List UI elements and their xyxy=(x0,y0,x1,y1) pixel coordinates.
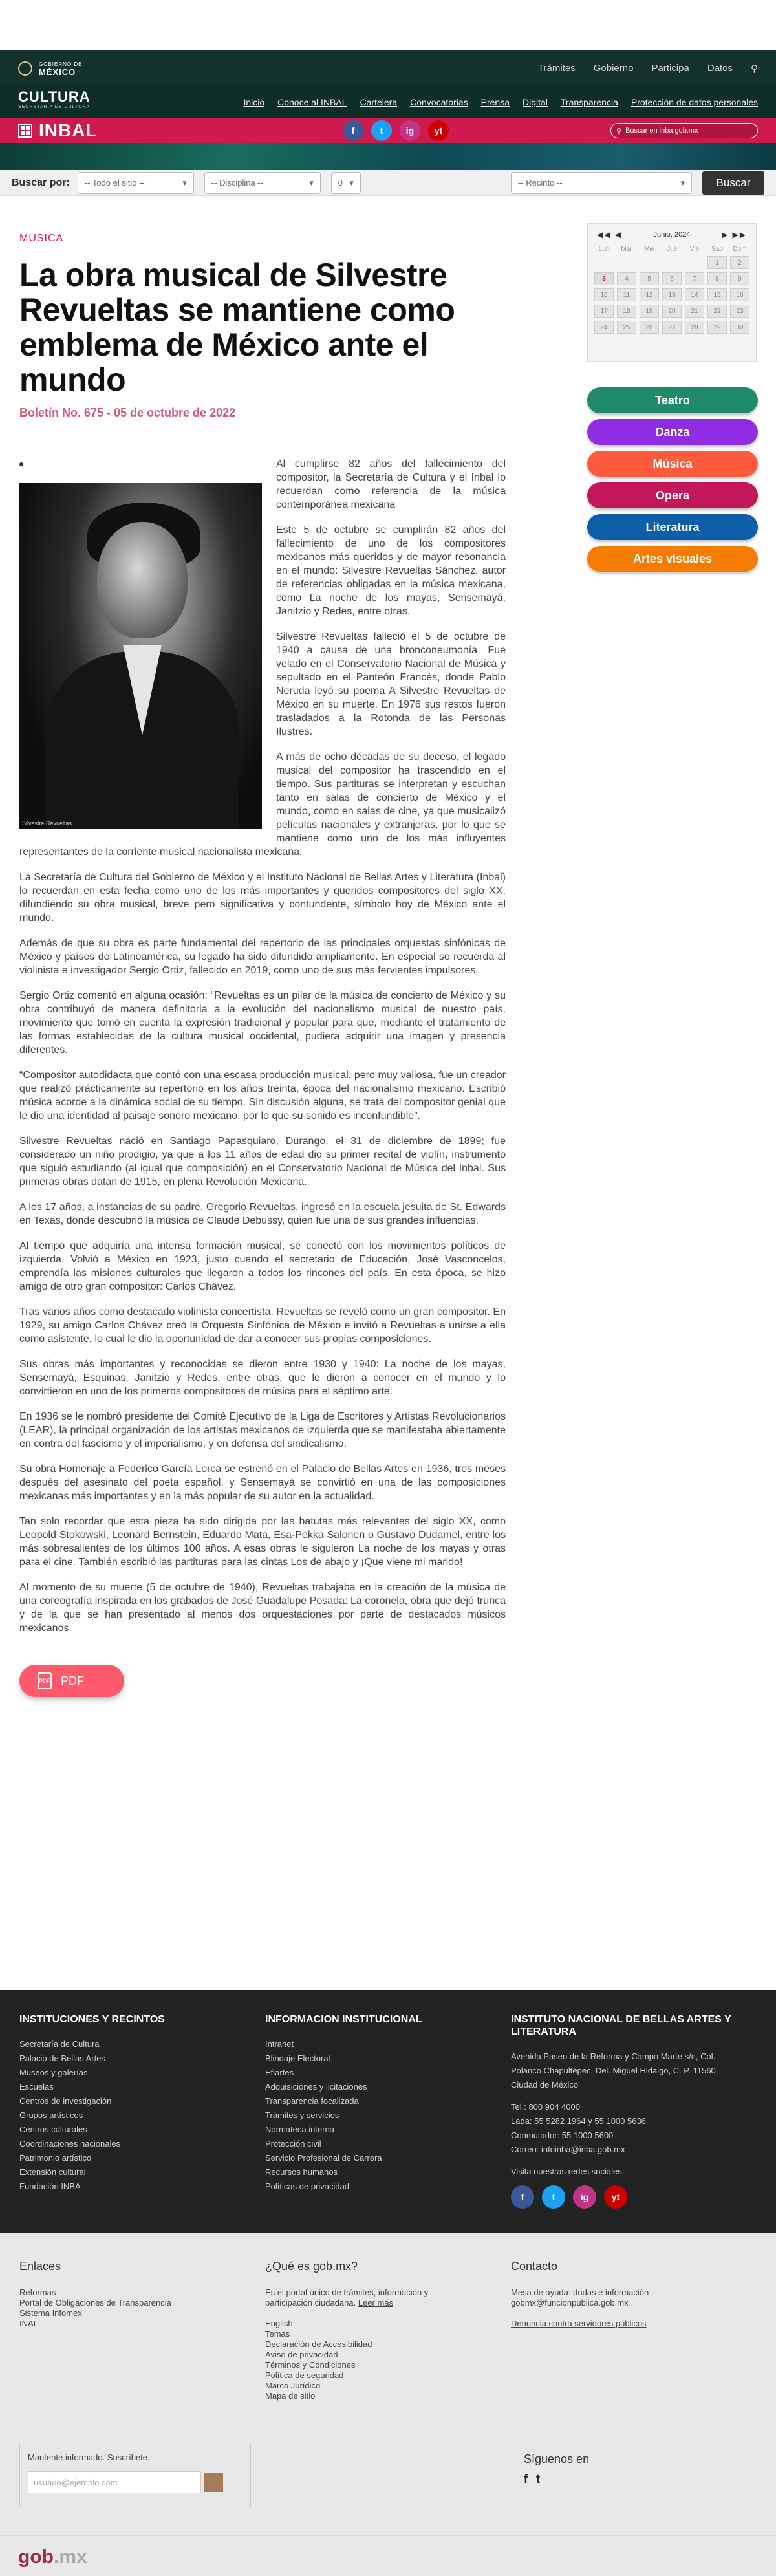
footer-links xyxy=(19,2260,265,2401)
calendar-day[interactable]: 15 xyxy=(707,288,727,301)
gov-nav-tramites[interactable]: Trámites xyxy=(537,62,576,74)
pdf-button[interactable] xyxy=(19,1665,124,1697)
cultura-logo-big: CULTURA xyxy=(18,89,91,105)
footer-col-title: INSTITUCIONES Y RECINTOS xyxy=(19,2014,165,2025)
instagram-icon[interactable]: ig xyxy=(400,120,420,141)
calendar-day[interactable]: 4 xyxy=(617,272,636,285)
calendar-weekday: Mie xyxy=(643,246,655,253)
paragraph: Al tiempo que adquiría una intensa formación musical, se conectó con los movimientos políticos de izquierda. Volvió a México en 1923, justo cuando el secretario de Educación, José Vasconcelos, emprendía las misiones culturales que llegaron a todos los rincones del país. En esta época, se hizo amigo de otro gran compositor: Carlos Chávez. xyxy=(19,1240,506,1292)
discipline-teatro[interactable]: Teatro xyxy=(587,387,758,413)
paragraph: Silvestre Revueltas falleció el 5 de octubre de 1940 a causa de una bronconeumonía. Fue velado en el Conservatorio Nacional de Música y sepultado en el Panteón Francés, donde Pablo Neruda leyó su poema A Silvestre Revueltas de México en su muerte. En 1976 sus restos fueron trasladados a la Rotonda de las Personas Ilustres. xyxy=(276,631,506,737)
divider xyxy=(0,2535,776,2536)
bulletin-date: Boletín No. 675 - 05 de octubre de 2022 xyxy=(19,406,236,419)
gov-nav-gobierno[interactable]: Gobierno xyxy=(593,62,634,74)
site-select[interactable]: -- Todo el sitio -- ▾ xyxy=(78,172,194,194)
calendar-day[interactable]: 13 xyxy=(662,288,682,301)
gov-nav-participa[interactable]: Participa xyxy=(651,62,689,74)
calendar-day[interactable]: 19 xyxy=(640,305,659,318)
paragraph: En 1936 se le nombró presidente del Comité Ejecutivo de la Liga de Escritores y Artistas Revolucionarios (LEAR), la principal organización de los artistas mexicanos de izquierda que se manifestaba abiertamente en contra del fascismo y el imperialismo, y en defensa del sindicalismo. xyxy=(19,1411,506,1449)
cultura-logo[interactable] xyxy=(18,89,91,113)
paragraph: Además de que su obra es parte fundamental del repertorio de las principales orquestas sinfónicas de México y países de Latinoamérica, su legado ha sido difundido ampliamente. En especial se recuerda al violinista e investigador Sergio Ortiz, fallecido en 2019, como uno de sus más fervientes impulsores. xyxy=(19,938,506,976)
nav-conoce[interactable]: Conoce al INBAL xyxy=(277,97,347,107)
seal-icon xyxy=(18,61,32,76)
calendar-day[interactable]: 1 xyxy=(707,256,727,269)
calendar-day[interactable]: 10 xyxy=(594,288,614,301)
pdf-label: PDF xyxy=(61,1674,84,1687)
calendar-weekday: Sab xyxy=(711,246,723,253)
discipline-danza[interactable]: Danza xyxy=(587,419,758,445)
calendar-empty-cell xyxy=(662,256,682,269)
footer-social-title: Visita nuestras redes sociales: xyxy=(511,2167,625,2176)
denuncia-link[interactable]: Denuncia contra servidores públicos xyxy=(511,2319,647,2328)
footer-link[interactable]: Reformas xyxy=(19,2288,56,2297)
newsletter-submit-button[interactable] xyxy=(204,2473,223,2492)
footer-link[interactable]: Museos y galerías xyxy=(19,2068,88,2077)
chevron-down-icon: ▾ xyxy=(680,177,685,188)
cultura-logo-small: SECRETARÍA DE CULTURA xyxy=(18,105,90,109)
footer-link[interactable]: Intranet xyxy=(265,2039,294,2049)
top-spacer xyxy=(0,0,776,50)
calendar-day[interactable]: 8 xyxy=(707,272,727,285)
calendar-day[interactable]: 9 xyxy=(730,272,749,285)
calendar-day[interactable]: 11 xyxy=(617,288,636,301)
inbal-logo[interactable] xyxy=(18,120,98,141)
paragraph: Silvestre Revueltas nació en Santiago Papasquiaro, Durango, el 31 de diciembre de 1899; fue considerado un niño prodigio, ya que a los 11 años de edad dio su primer recital de violín, instrumento que siguió estudiando (al igual que composición) en el Conservatorio Nacional de Música del Inbal. Sus primeras obras datan de 1915, en plena Revolución Mexicana. xyxy=(19,1136,506,1187)
calendar-day[interactable]: 24 xyxy=(594,321,614,334)
article xyxy=(19,233,506,1697)
gobmx-logo[interactable] xyxy=(18,2546,87,2568)
calendar-day[interactable]: 27 xyxy=(662,321,682,334)
footer-link[interactable]: Coordinaciones nacionales xyxy=(19,2139,121,2148)
gov-header xyxy=(0,50,776,86)
calendar-weekday: Mar xyxy=(621,246,632,253)
contact-title: Contacto xyxy=(511,2260,558,2273)
search-button[interactable]: Buscar xyxy=(702,171,764,195)
youtube-icon[interactable]: yt xyxy=(604,2185,627,2209)
calendar-weekday: Vie xyxy=(689,246,700,253)
footer-gobmx-info: ¿Qué es gob.mx? Es el portal único de trámites, información y participación ciudadana. Leer más English Temas Declaración de Accesibilidad Aviso de privacidad Términos y Condiciones Política de seguridad Marco Jurídico Mapa de sitio xyxy=(265,2260,511,2401)
calendar-day[interactable]: 14 xyxy=(685,288,704,301)
calendar-day[interactable]: 18 xyxy=(617,305,636,318)
venue-select[interactable]: -- Recinto -- ▾ xyxy=(511,172,692,194)
paragraph: A más de ocho décadas de su deceso, el legado musical del compositor ha trascendido en el tiempo. Sus partituras se interpretan y escuchan tanto en salas de concierto de México y el mundo, como en salas de cine, ya que musicalizó películas nacionales y extranjeras, por lo que se mantiene como uno de los más influyentes representantes de la corriente musical nacionalista mexicana. xyxy=(19,752,506,858)
gobmx-brand-a: gob xyxy=(18,2546,54,2568)
section-label[interactable]: MUSICA xyxy=(19,233,64,244)
footer-link[interactable]: Palacio de Bellas Artes xyxy=(19,2053,105,2063)
footer-link[interactable]: Política de seguridad xyxy=(265,2370,344,2380)
footer-link[interactable]: Trámites y servicios xyxy=(265,2110,339,2120)
discipline-select[interactable]: -- Disciplina -- ▾ xyxy=(204,172,321,194)
gobmx-title: ¿Qué es gob.mx? xyxy=(265,2260,358,2273)
footer-link[interactable]: Portal de Obligaciones de Transparencia xyxy=(19,2298,171,2308)
newsletter-email-input[interactable]: usuario@ejemplo.com xyxy=(28,2471,201,2493)
discipline-literatura[interactable]: Literatura xyxy=(587,514,758,540)
calendar-day[interactable]: 17 xyxy=(594,305,614,318)
gov-nav xyxy=(538,63,758,74)
search-icon[interactable]: ⚲ xyxy=(751,63,758,74)
paragraph: “Compositor autodidacta que contó con una escasa producción musical, pero muy valiosa, fue un creador que realizó prácticamente su repertorio en los años treinta, época del nacionalismo mexicano. Escribió música acorde a la dinámica social de su tiempo. Sin discusión alguna, se trata del compositor genial que le dio una identidad al paisaje sonoro mexicano, por lo que su sonido es inconfundible”. xyxy=(19,1070,506,1121)
footer-institutional xyxy=(0,1990,776,2233)
paragraph: A los 17 años, a instancias de su padre, Gregorio Revueltas, ingresó en la escuela jesuita de St. Edwards en Texas, donde descubrió la música de Claude Debussy, quien fue una de sus grandes influencias. xyxy=(19,1202,506,1226)
paragraph: Tan solo recordar que esta pieza ha sido dirigida por las batutas más relevantes del siglo XX, como Leopold Stokowski, Leonard Bernstein, Eduardo Mata, Esa-Pekka Salonen o Gustavo Dudamel, entre los más sobresalientes de los últimos 100 años. A esas obras le siguieron La noche de los mayas y otras para el cine. También escribió las partituras para las cintas Los de abajo y ¡Que viene mi marido! xyxy=(19,1516,506,1568)
facebook-icon[interactable]: f xyxy=(511,2185,534,2209)
footer-link[interactable]: Extensión cultural xyxy=(19,2167,86,2177)
calendar-day[interactable]: 20 xyxy=(662,305,682,318)
calendar-day[interactable]: 21 xyxy=(685,305,704,318)
footer-col-instituciones xyxy=(19,2013,265,2209)
calendar-empty-cell xyxy=(617,256,636,269)
footer-col-informacion xyxy=(265,2013,511,2209)
gov-nav-datos[interactable]: Datos xyxy=(707,62,733,74)
calendar-empty-cell xyxy=(640,256,659,269)
article-photo xyxy=(19,483,262,829)
cultura-nav xyxy=(243,97,758,107)
calendar-day[interactable]: 7 xyxy=(685,272,704,285)
footer-link[interactable]: Centros culturales xyxy=(19,2125,87,2134)
nav-inicio[interactable]: Inicio xyxy=(243,97,265,107)
footer-link[interactable]: Marco Jurídico xyxy=(265,2381,321,2390)
paragraph: Sergio Ortiz comentó en alguna ocasión: “Revueltas es un pilar de la música de concierto de México y su obra contribuyó de manera definitoria a la evolución del nacionalismo musical de nuestro país, movimiento que tomó en cuenta la expresión tradicional y popular para que, mediante el tratamiento de las formas establecidas de la cultura musical occidental, pudiera adquirir una imagen y presencia diferentes. xyxy=(19,990,506,1055)
calendar-grid xyxy=(594,246,749,334)
footer-gobmx xyxy=(0,2233,776,2576)
gobmx-brand-b: .mx xyxy=(53,2546,87,2568)
footer-link[interactable]: Patrimonio artístico xyxy=(19,2153,92,2163)
discipline-list xyxy=(587,387,758,572)
calendar-day[interactable]: 30 xyxy=(730,321,749,334)
calendar-day[interactable]: 12 xyxy=(640,288,659,301)
header-socials xyxy=(343,120,449,141)
gov-logo-small: GOBIERNO DE xyxy=(39,61,83,67)
newsletter-box xyxy=(19,2443,251,2507)
paragraph: Al momento de su muerte (5 de octubre de 1940), Revueltas trabajaba en la creación de la música de una coreografía inspirada en los grabados de José Guadalupe Posada: La coronela, obra que dejó trunca y de la que se han presentado al menos dos orquestaciones por parte de destacados músicos mexicanos. xyxy=(19,1582,506,1634)
calendar-day[interactable]: 5 xyxy=(640,272,659,285)
calendar-day[interactable]: 23 xyxy=(730,305,749,318)
calendar-day[interactable]: 6 xyxy=(662,272,682,285)
chevron-down-icon: ▾ xyxy=(349,177,354,188)
calendar-weekday: Dom xyxy=(733,246,747,253)
photo-caption: Silvestre Revueltas xyxy=(22,820,72,827)
twitter-icon[interactable]: t xyxy=(542,2185,565,2209)
footer-col-title: INSTITUTO NACIONAL DE BELLAS ARTES Y LITERATURA xyxy=(511,2014,731,2037)
follow-social-icons[interactable]: f t xyxy=(524,2473,543,2485)
footer-link[interactable]: Grupos artísticos xyxy=(19,2110,83,2120)
calendar-day[interactable]: 16 xyxy=(730,288,749,301)
footer-link[interactable]: Secretaría de Cultura xyxy=(19,2039,100,2049)
nav-proteccion-datos[interactable]: Protección de datos personales xyxy=(630,97,758,107)
facebook-icon[interactable]: f xyxy=(343,120,363,141)
nav-digital[interactable]: Digital xyxy=(522,97,548,107)
article-body xyxy=(19,457,506,1635)
footer-link[interactable]: Centros de investigación xyxy=(19,2096,112,2106)
inbal-mark-icon xyxy=(18,124,32,138)
footer-link[interactable]: Normateca interna xyxy=(265,2125,334,2134)
calendar-day[interactable]: 29 xyxy=(707,321,727,334)
discipline-música[interactable]: Música xyxy=(587,451,758,477)
small-select[interactable]: 0 ▾ xyxy=(331,172,361,194)
footer-link[interactable]: Términos y Condiciones xyxy=(265,2360,356,2370)
calendar-day[interactable]: 22 xyxy=(707,305,727,318)
calendar-day[interactable]: 3 xyxy=(594,272,614,285)
footer-socials xyxy=(511,2185,757,2209)
footer-link[interactable]: Aviso de privacidad xyxy=(265,2350,338,2359)
calendar-prev-button[interactable]: ◀◀ ◀ xyxy=(597,230,623,239)
site-search-input[interactable] xyxy=(610,123,758,138)
calendar-day[interactable]: 25 xyxy=(617,321,636,334)
footer-link[interactable]: Transparencia focalizada xyxy=(265,2096,359,2106)
calendar-day[interactable]: 28 xyxy=(685,321,704,334)
chevron-down-icon: ▾ xyxy=(182,177,187,188)
inbal-logo-text: INBAL xyxy=(39,120,98,140)
footer-link[interactable]: Servicio Profesional de Carrera xyxy=(265,2153,382,2163)
calendar-weekday: Jue xyxy=(666,246,678,253)
calendar-day[interactable]: 26 xyxy=(640,321,659,334)
footer-link[interactable]: Recursos humanos xyxy=(265,2167,338,2177)
chevron-down-icon: ▾ xyxy=(309,177,314,188)
instagram-icon[interactable]: ig xyxy=(573,2185,596,2209)
pdf-file-icon: PDF xyxy=(38,1672,52,1689)
footer-links-title: Enlaces xyxy=(19,2260,61,2273)
nav-transparencia[interactable]: Transparencia xyxy=(560,97,618,107)
footer-link[interactable]: Adquisiciones y licitaciones xyxy=(265,2082,367,2092)
footer-col-inbal xyxy=(511,2013,757,2209)
footer-link[interactable]: English xyxy=(265,2319,293,2328)
inbal-header xyxy=(0,118,776,143)
site-search-placeholder: Buscar en inba.gob.mx xyxy=(625,127,698,135)
decorative-banner xyxy=(0,143,776,170)
nav-cartelera[interactable]: Cartelera xyxy=(360,97,398,107)
discipline-artes-visuales[interactable]: Artes visuales xyxy=(587,546,758,572)
calendar-month: Junio, 2024 xyxy=(653,231,691,239)
footer-link[interactable]: INAI xyxy=(19,2319,36,2328)
footer-link[interactable]: Políticas de privacidad xyxy=(265,2181,350,2191)
footer-link[interactable]: Fundación INBA xyxy=(19,2181,81,2191)
calendar-next-button[interactable]: ▶ ▶▶ xyxy=(721,230,747,239)
footer-contact-col: Contacto Mesa de ayuda: dudas e información gobmx@funcionpublica.gob.mx Denuncia contra servidores públicos xyxy=(511,2260,757,2401)
footer-link[interactable]: Protección civil xyxy=(265,2139,321,2148)
footer-col-title: INFORMACION INSTITUCIONAL xyxy=(265,2014,422,2025)
discipline-opera[interactable]: Opera xyxy=(587,482,758,508)
filter-bar xyxy=(0,170,776,196)
paragraph: La Secretaría de Cultura del Gobierno de México y el Instituto Nacional de Bellas Artes y Literatura (Inbal) lo recuerdan en esta fecha como uno de los más importantes y queridos compositores del siglo XX, difundiendo su obra musical, breve pero significativa y contundente, símbolo hoy de México ante el mundo. xyxy=(19,872,506,924)
calendar-empty-cell xyxy=(594,256,614,269)
read-more-link[interactable]: Leer más xyxy=(358,2298,394,2308)
calendar xyxy=(587,223,757,362)
footer-link[interactable]: Declaración de Accesibilidad xyxy=(265,2339,372,2349)
youtube-icon[interactable]: yt xyxy=(428,120,449,141)
footer-contact: Tel.: 800 904 4000 Lada: 55 5282 1964 y 55 1000 5636 Conmutador: 55 1000 5600 Correo: infoinba@inba.gob.mx xyxy=(511,2102,646,2154)
footer-link[interactable]: Sistema Infomex xyxy=(19,2308,82,2318)
twitter-icon[interactable]: t xyxy=(371,120,392,141)
paragraph: Este 5 de octubre se cumplirán 82 años del fallecimiento de uno de los compositores mexicanos más queridos y de mayor resonancia en el mundo: Silvestre Revueltas Sánchez, autor de referencias obligadas en la música mexicana, como La noche de los mayas, Sensemayá, Janitzio y Redes, entre otras. xyxy=(276,525,506,617)
nav-prensa[interactable]: Prensa xyxy=(480,97,510,107)
lead-paragraph: Al cumplirse 82 años del fallecimiento del compositor, la Secretaría de Cultura y el Inbal lo recuerdan como referencia de la música contemporánea mexicana xyxy=(19,457,506,512)
calendar-weekday: Lun xyxy=(598,246,610,253)
newsletter-title: Mantente informado. Suscríbete. xyxy=(28,2452,150,2462)
search-icon: ⚲ xyxy=(616,127,622,135)
footer-link[interactable]: Mapa de sitio xyxy=(265,2391,316,2401)
footer-link[interactable]: Efiartes xyxy=(265,2068,294,2077)
filter-label: Buscar por: xyxy=(12,177,70,188)
calendar-empty-cell xyxy=(685,256,704,269)
paragraph: Sus obras más importantes y reconocidas se dieron entre 1930 y 1940: La noche de los mayas, Sensemayá, Esquinas, Janitzio y Redes, entre otras, que lo dieron a conocer en el mundo y lo convirtieron en uno de los primeros compositores de música para el séptimo arte. xyxy=(19,1359,506,1397)
gov-logo-big: MÉXICO xyxy=(39,67,76,77)
footer-link[interactable]: Temas xyxy=(265,2329,290,2339)
page-title: La obra musical de Silvestre Revueltas se mantiene como emblema de México ante el mundo xyxy=(19,257,455,398)
paragraph: Tras varios años como destacado violinista concertista, Revueltas se reveló como un gran compositor. En 1929, su amigo Carlos Chávez creó la Orquesta Sinfónica de México e invitó a Revueltas a unirse a ella como asistente, lo cual le dio la oportunidad de dar a conocer sus propias composiciones. xyxy=(19,1306,506,1345)
footer-link[interactable]: Blindaje Electoral xyxy=(265,2053,330,2063)
cultura-header xyxy=(0,86,776,118)
nav-convocatorias[interactable]: Convocatorias xyxy=(410,97,468,107)
paragraph: Su obra Homenaje a Federico García Lorca se estrenó en el Palacio de Bellas Artes en 1936, tres meses después del asesinato del poeta español, y Sensemayá se convirtió en una de las composiciones mexicanas más importantes y en la más popular de su autor en la actualidad. xyxy=(19,1464,506,1502)
follow-us xyxy=(524,2452,589,2486)
gob-mexico-logo[interactable] xyxy=(18,61,82,76)
follow-title: Síguenos en xyxy=(524,2452,590,2465)
footer-link[interactable]: Escuelas xyxy=(19,2082,54,2092)
sidebar xyxy=(587,223,758,572)
calendar-day[interactable]: 2 xyxy=(730,256,749,269)
footer-address: Avenida Paseo de la Reforma y Campo Marte s/n, Col. Polanco Chapultepec, Del. Miguel Hidalgo, C. P. 11560, Ciudad de México xyxy=(511,2051,718,2090)
